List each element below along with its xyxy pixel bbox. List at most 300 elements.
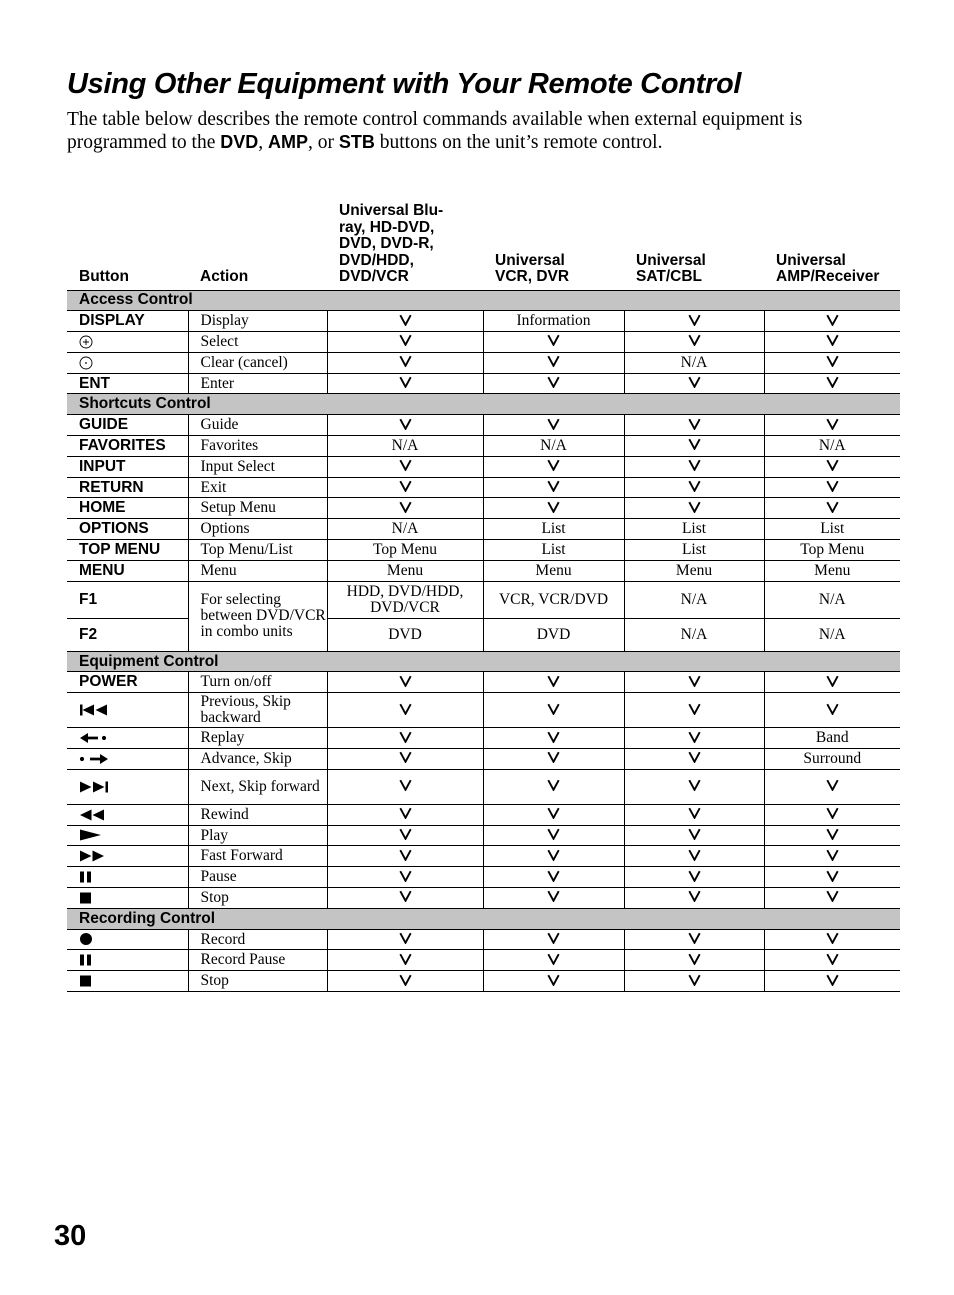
action-cell: Stop — [188, 971, 327, 992]
check-icon — [826, 500, 839, 513]
check-icon — [826, 973, 839, 986]
check-icon — [688, 973, 701, 986]
check-icon — [547, 674, 560, 687]
record-icon — [79, 932, 93, 946]
table-row — [67, 749, 900, 770]
check-icon — [399, 730, 412, 743]
intro-text-2: buttons on the unit’s remote control. — [374, 132, 663, 153]
check-icon — [826, 931, 839, 944]
section-title: Recording Control — [67, 908, 900, 929]
dvd-cell — [327, 846, 483, 867]
check-icon — [399, 417, 412, 430]
sat-cell: List — [624, 540, 764, 561]
stop-icon — [79, 892, 92, 904]
check-icon — [688, 931, 701, 944]
amp-cell — [764, 672, 900, 693]
button-cell: INPUT — [67, 456, 188, 477]
table-row — [67, 888, 900, 909]
check-icon — [547, 479, 560, 492]
button-cell: DISPLAY — [67, 311, 188, 332]
dvd-cell — [327, 311, 483, 332]
button-cell: HOME — [67, 498, 188, 519]
table-row — [67, 415, 900, 436]
plus-circle-icon — [79, 335, 93, 349]
intro-comma-1: , — [258, 132, 269, 153]
amp-cell — [764, 950, 900, 971]
table-row — [67, 693, 900, 728]
dot-circle-icon — [79, 356, 93, 370]
table-row — [67, 581, 900, 618]
amp-cell — [764, 971, 900, 992]
check-icon — [688, 313, 701, 326]
check-icon — [826, 674, 839, 687]
action-cell: For selecting between DVD/VCR in combo units — [188, 581, 327, 651]
action-cell: Play — [188, 825, 327, 846]
button-cell — [67, 888, 188, 909]
dvd-cell — [327, 950, 483, 971]
button-cell: TOP MENU — [67, 540, 188, 561]
dvd-cell — [327, 728, 483, 749]
stb-label: STB — [338, 132, 375, 152]
vcr-cell: Information — [483, 311, 624, 332]
check-icon — [826, 806, 839, 819]
page-title: Using Other Equipment with Your Remote Control — [67, 68, 742, 100]
dvd-cell — [327, 888, 483, 909]
amp-cell: N/A — [764, 618, 900, 651]
check-icon — [826, 458, 839, 471]
button-cell — [67, 804, 188, 825]
dvd-cell — [327, 693, 483, 728]
dvd-cell — [327, 456, 483, 477]
sat-cell — [624, 498, 764, 519]
check-icon — [399, 827, 412, 840]
action-cell: Select — [188, 332, 327, 353]
skip-forward-icon — [79, 781, 109, 793]
button-cell — [67, 769, 188, 804]
check-icon — [547, 952, 560, 965]
sat-cell — [624, 477, 764, 498]
check-icon — [399, 869, 412, 882]
check-icon — [688, 500, 701, 513]
button-cell: ENT — [67, 373, 188, 394]
advance-icon — [79, 753, 109, 765]
sat-cell: N/A — [624, 618, 764, 651]
rewind-icon — [79, 809, 105, 821]
amp-cell — [764, 498, 900, 519]
button-cell — [67, 693, 188, 728]
check-icon — [688, 417, 701, 430]
vcr-cell — [483, 332, 624, 353]
skip-back-icon — [79, 704, 109, 716]
check-icon — [547, 778, 560, 791]
table-row — [67, 929, 900, 950]
intro-text-1: The table below describes the remote control commands available when external equipment is programmed to the — [67, 109, 803, 153]
amp-cell: Surround — [764, 749, 900, 770]
vcr-cell: DVD — [483, 618, 624, 651]
check-icon — [399, 952, 412, 965]
check-icon — [399, 973, 412, 986]
check-icon — [547, 702, 560, 715]
amp-cell — [764, 888, 900, 909]
action-cell: Display — [188, 311, 327, 332]
sat-cell — [624, 749, 764, 770]
check-icon — [688, 806, 701, 819]
action-cell: Pause — [188, 867, 327, 888]
vcr-cell — [483, 867, 624, 888]
check-icon — [547, 973, 560, 986]
action-cell: Favorites — [188, 436, 327, 457]
section-equipment-control — [67, 651, 900, 672]
header-button: Button — [67, 182, 188, 290]
check-icon — [826, 952, 839, 965]
check-icon — [547, 869, 560, 882]
table-row — [67, 950, 900, 971]
check-icon — [826, 702, 839, 715]
check-icon — [688, 674, 701, 687]
check-icon — [547, 931, 560, 944]
header-row — [67, 182, 900, 290]
check-icon — [547, 333, 560, 346]
check-icon — [826, 354, 839, 367]
table-row — [67, 311, 900, 332]
table-row — [67, 769, 900, 804]
amp-cell — [764, 311, 900, 332]
check-icon — [688, 889, 701, 902]
sat-cell — [624, 846, 764, 867]
stop-icon — [79, 975, 92, 987]
check-icon — [399, 778, 412, 791]
check-icon — [826, 827, 839, 840]
sat-cell: Menu — [624, 560, 764, 581]
action-cell: Exit — [188, 477, 327, 498]
button-cell — [67, 352, 188, 373]
vcr-cell — [483, 373, 624, 394]
sat-cell: N/A — [624, 581, 764, 618]
button-cell: F1 — [67, 581, 188, 618]
dvd-cell — [327, 415, 483, 436]
check-icon — [826, 848, 839, 861]
check-icon — [826, 417, 839, 430]
action-cell: Previous, Skip backward — [188, 693, 327, 728]
table-row — [67, 436, 900, 457]
check-icon — [688, 375, 701, 388]
button-cell — [67, 929, 188, 950]
sat-cell — [624, 436, 764, 457]
button-cell: OPTIONS — [67, 519, 188, 540]
check-icon — [399, 375, 412, 388]
vcr-cell — [483, 804, 624, 825]
sat-cell — [624, 804, 764, 825]
dvd-cell: N/A — [327, 519, 483, 540]
dvd-cell: HDD, DVD/HDD, DVD/VCR — [327, 581, 483, 618]
dvd-cell — [327, 971, 483, 992]
sat-cell: N/A — [624, 352, 764, 373]
sat-cell — [624, 728, 764, 749]
table-row — [67, 672, 900, 693]
action-cell: Record Pause — [188, 950, 327, 971]
sat-cell — [624, 825, 764, 846]
dvd-cell — [327, 352, 483, 373]
vcr-cell — [483, 769, 624, 804]
action-cell: Input Select — [188, 456, 327, 477]
amp-cell: Band — [764, 728, 900, 749]
vcr-cell: Menu — [483, 560, 624, 581]
button-cell: MENU — [67, 560, 188, 581]
check-icon — [399, 500, 412, 513]
sat-cell — [624, 950, 764, 971]
table-row — [67, 498, 900, 519]
vcr-cell — [483, 825, 624, 846]
action-cell: Fast Forward — [188, 846, 327, 867]
dvd-cell: Top Menu — [327, 540, 483, 561]
action-cell: Advance, Skip — [188, 749, 327, 770]
check-icon — [399, 458, 412, 471]
button-cell — [67, 867, 188, 888]
header-universal-sat: Universal SAT/CBL — [624, 182, 764, 290]
amp-cell: N/A — [764, 436, 900, 457]
sat-cell — [624, 888, 764, 909]
action-cell: Stop — [188, 888, 327, 909]
check-icon — [547, 806, 560, 819]
page-number: 30 — [54, 1220, 87, 1252]
section-shortcuts-control — [67, 394, 900, 415]
sat-cell — [624, 332, 764, 353]
check-icon — [688, 952, 701, 965]
dvd-cell — [327, 749, 483, 770]
check-icon — [399, 674, 412, 687]
check-icon — [688, 869, 701, 882]
check-icon — [826, 313, 839, 326]
check-icon — [547, 827, 560, 840]
dvd-cell — [327, 332, 483, 353]
table-row — [67, 456, 900, 477]
header-universal-dvd: Universal Blu-ray, HD-DVD, DVD, DVD-R, DVD/HDD, DVD/VCR — [327, 182, 483, 290]
check-icon — [399, 702, 412, 715]
button-cell: F2 — [67, 618, 188, 651]
button-cell: FAVORITES — [67, 436, 188, 457]
sat-cell — [624, 693, 764, 728]
action-cell: Clear (cancel) — [188, 352, 327, 373]
vcr-cell — [483, 693, 624, 728]
amp-cell: Top Menu — [764, 540, 900, 561]
section-recording-control — [67, 908, 900, 929]
check-icon — [688, 848, 701, 861]
button-cell — [67, 971, 188, 992]
dvd-cell — [327, 929, 483, 950]
button-cell — [67, 728, 188, 749]
vcr-cell — [483, 728, 624, 749]
amp-cell — [764, 352, 900, 373]
amp-cell — [764, 846, 900, 867]
check-icon — [399, 750, 412, 763]
sat-cell: List — [624, 519, 764, 540]
check-icon — [399, 848, 412, 861]
check-icon — [399, 313, 412, 326]
check-icon — [547, 500, 560, 513]
table-row — [67, 540, 900, 561]
button-cell: POWER — [67, 672, 188, 693]
vcr-cell: N/A — [483, 436, 624, 457]
check-icon — [688, 333, 701, 346]
amp-cell — [764, 693, 900, 728]
dvd-cell — [327, 373, 483, 394]
table-row — [67, 971, 900, 992]
vcr-cell — [483, 846, 624, 867]
action-cell: Rewind — [188, 804, 327, 825]
amp-cell — [764, 804, 900, 825]
table-row — [67, 846, 900, 867]
sat-cell — [624, 415, 764, 436]
vcr-cell — [483, 477, 624, 498]
header-universal-amp: Universal AMP/Receiver — [764, 182, 900, 290]
amp-cell — [764, 929, 900, 950]
amp-cell: Menu — [764, 560, 900, 581]
dvd-cell — [327, 672, 483, 693]
check-icon — [688, 458, 701, 471]
check-icon — [826, 375, 839, 388]
vcr-cell — [483, 672, 624, 693]
dvd-cell: N/A — [327, 436, 483, 457]
table-row — [67, 867, 900, 888]
button-cell — [67, 950, 188, 971]
sat-cell — [624, 867, 764, 888]
amp-label: AMP — [268, 132, 309, 152]
action-cell: Menu — [188, 560, 327, 581]
action-cell: Setup Menu — [188, 498, 327, 519]
check-icon — [688, 827, 701, 840]
vcr-cell — [483, 950, 624, 971]
check-icon — [399, 889, 412, 902]
remote-commands-table — [67, 182, 900, 992]
amp-cell — [764, 769, 900, 804]
check-icon — [826, 889, 839, 902]
dvd-cell — [327, 804, 483, 825]
action-cell: Turn on/off — [188, 672, 327, 693]
table-row — [67, 477, 900, 498]
vcr-cell — [483, 415, 624, 436]
vcr-cell: List — [483, 540, 624, 561]
amp-cell: List — [764, 519, 900, 540]
intro-or: , or — [308, 132, 339, 153]
button-cell — [67, 332, 188, 353]
vcr-cell: List — [483, 519, 624, 540]
dvd-cell — [327, 498, 483, 519]
dvd-cell: Menu — [327, 560, 483, 581]
check-icon — [688, 730, 701, 743]
check-icon — [688, 702, 701, 715]
check-icon — [826, 479, 839, 492]
check-icon — [399, 354, 412, 367]
action-cell: Next, Skip forward — [188, 769, 327, 804]
vcr-cell — [483, 929, 624, 950]
button-cell: GUIDE — [67, 415, 188, 436]
fast-forward-icon — [79, 850, 105, 862]
replay-icon — [79, 732, 109, 744]
amp-cell — [764, 415, 900, 436]
table-row — [67, 560, 900, 581]
table-row — [67, 804, 900, 825]
check-icon — [826, 333, 839, 346]
check-icon — [547, 417, 560, 430]
check-icon — [547, 375, 560, 388]
check-icon — [688, 479, 701, 492]
table-row — [67, 825, 900, 846]
check-icon — [547, 458, 560, 471]
section-title: Equipment Control — [67, 651, 900, 672]
action-cell: Enter — [188, 373, 327, 394]
action-cell: Options — [188, 519, 327, 540]
amp-cell — [764, 373, 900, 394]
section-title: Shortcuts Control — [67, 394, 900, 415]
amp-cell — [764, 332, 900, 353]
action-cell: Guide — [188, 415, 327, 436]
play-icon — [79, 829, 103, 841]
sat-cell — [624, 769, 764, 804]
button-cell — [67, 825, 188, 846]
header-action: Action — [188, 182, 327, 290]
amp-cell — [764, 825, 900, 846]
sat-cell — [624, 456, 764, 477]
vcr-cell — [483, 888, 624, 909]
vcr-cell — [483, 498, 624, 519]
check-icon — [547, 730, 560, 743]
check-icon — [826, 869, 839, 882]
action-cell: Top Menu/List — [188, 540, 327, 561]
sat-cell — [624, 672, 764, 693]
check-icon — [688, 437, 701, 450]
dvd-label: DVD — [220, 132, 259, 152]
dvd-cell — [327, 867, 483, 888]
intro-paragraph — [67, 108, 877, 154]
check-icon — [547, 889, 560, 902]
check-icon — [547, 848, 560, 861]
amp-cell — [764, 477, 900, 498]
table-row — [67, 519, 900, 540]
sat-cell — [624, 373, 764, 394]
table-row — [67, 373, 900, 394]
check-icon — [399, 931, 412, 944]
amp-cell — [764, 456, 900, 477]
check-icon — [399, 806, 412, 819]
button-cell — [67, 749, 188, 770]
section-access-control — [67, 290, 900, 311]
check-icon — [399, 479, 412, 492]
vcr-cell — [483, 456, 624, 477]
sat-cell — [624, 311, 764, 332]
sat-cell — [624, 971, 764, 992]
section-title: Access Control — [67, 290, 900, 311]
table-row — [67, 332, 900, 353]
check-icon — [688, 778, 701, 791]
vcr-cell — [483, 749, 624, 770]
check-icon — [547, 354, 560, 367]
table-row — [67, 728, 900, 749]
button-cell: RETURN — [67, 477, 188, 498]
vcr-cell — [483, 971, 624, 992]
header-universal-vcr: Universal VCR, DVR — [483, 182, 624, 290]
vcr-cell — [483, 352, 624, 373]
dvd-cell — [327, 477, 483, 498]
sat-cell — [624, 929, 764, 950]
pause-icon — [79, 954, 93, 966]
amp-cell: N/A — [764, 581, 900, 618]
amp-cell — [764, 867, 900, 888]
action-cell: Replay — [188, 728, 327, 749]
dvd-cell: DVD — [327, 618, 483, 651]
dvd-cell — [327, 825, 483, 846]
check-icon — [399, 333, 412, 346]
table-row — [67, 352, 900, 373]
